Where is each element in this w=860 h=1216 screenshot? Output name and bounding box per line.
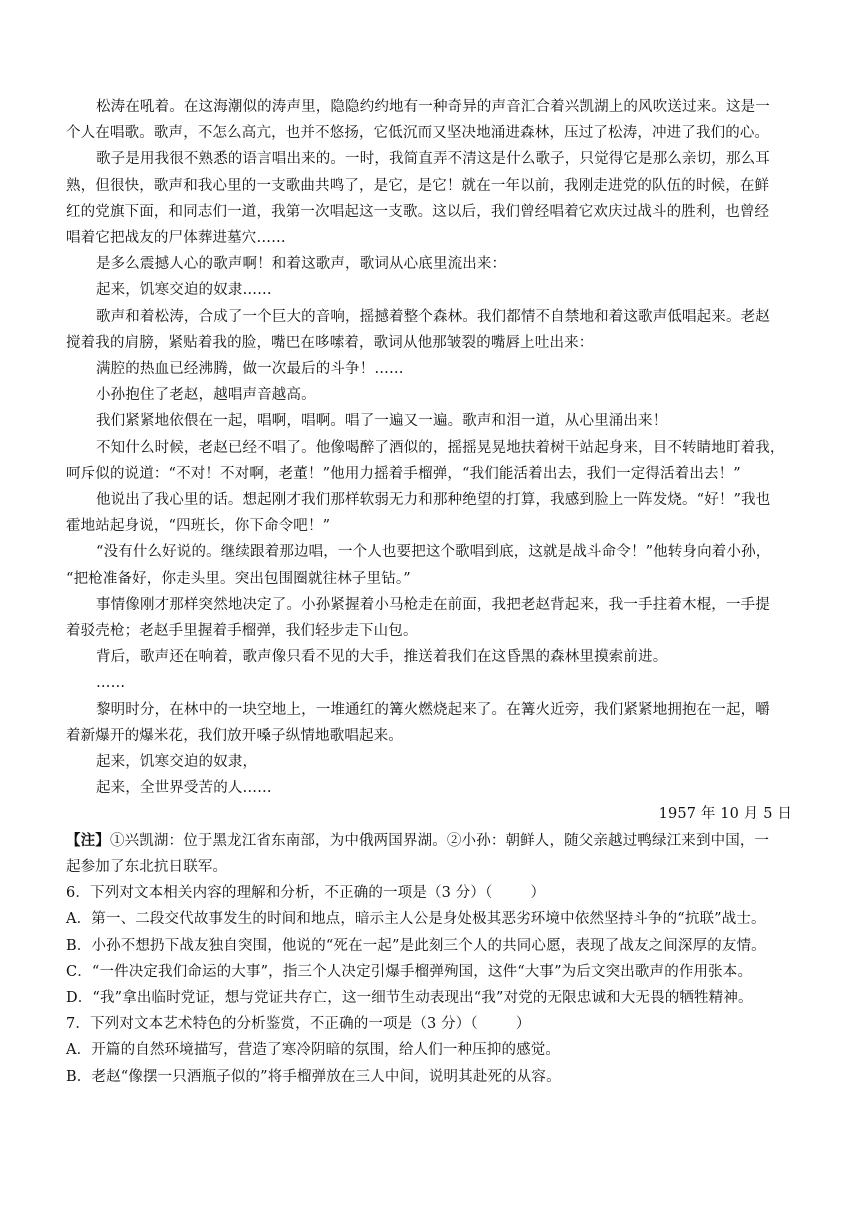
question-6 <box>66 880 794 1011</box>
paragraph-7: 小孙抱住了老赵，越唱声音越高。 <box>96 387 316 404</box>
text-line: 不知什么时候，老赵已经不唱了。他像喝醉了酒似的，摇摇晃晃地扶着树干站起身来，目不转睛地盯着我， <box>96 439 785 456</box>
text-line: “没有什么好说的。继续跟着那边唱，一个人也要把这个歌唱到底，这就是战斗命令！”他转身向着小孙， <box>96 544 771 561</box>
song-lyric-4: 起来，全世界受苦的人…… <box>96 780 272 797</box>
question-6-stem: 6．下列对文本相关内容的理解和分析，不正确的一项是（3 分）（ <box>66 885 493 902</box>
paragraph-1 <box>66 94 794 146</box>
song-lyric-3: 起来，饥寒交迫的奴隶， <box>96 754 258 771</box>
question-7-stem: 7．下列对文本艺术特色的分析鉴赏，不正确的一项是（3 分）（ <box>66 1016 478 1033</box>
text-line: 歌声和着松涛，合成了一个巨大的音响，摇撼着整个森林。我们都情不自禁地和着这歌声低唱起来。老赵 <box>96 308 770 325</box>
text-line: 个人在唱歌。歌声，不怎么高亢，也并不悠扬，它低沉而又坚决地涌进森林，压过了松涛，冲进了我们的心。 <box>66 125 770 142</box>
text-line: “把枪准备好，你走头里。突出包围圈就往林子里钻。” <box>66 570 411 587</box>
text-line: 唱着它把战友的尸体葬进墓穴…… <box>66 230 286 247</box>
text-line: 红的党旗下面，和同志们一道，我第一次唱起这一支歌。这以后，我们曾经唱着它欢庆过战斗的胜利，也曾经 <box>66 203 770 220</box>
paragraph-15 <box>66 697 794 749</box>
song-lyric-1: 起来，饥寒交迫的奴隶…… <box>96 282 272 299</box>
text-line: 霍地站起身说，“四班长，你下命令吧！” <box>66 518 331 535</box>
option-b: B．小孙不想扔下战友独自突围，他说的“死在一起”是此刻三个人的共同心愿，表现了战友之间深厚的友情。 <box>66 937 766 954</box>
text-line: 事情像刚才那样突然地决定了。小孙紧握着小马枪走在前面，我把老赵背起来，我一手拄着木棍，一手提 <box>96 596 770 613</box>
question-7-close: ） <box>515 1016 531 1033</box>
paragraph-9 <box>66 435 794 487</box>
paragraph-8: 我们紧紧地依偎在一起，唱啊，唱啊。唱了一遍又一遍。歌声和泪一道，从心里涌出来！ <box>96 413 668 430</box>
text-line: 松涛在吼着。在这海潮似的涛声里，隐隐约约地有一种奇异的声音汇合着兴凯湖上的风吹送过来。这是一 <box>96 99 770 115</box>
paragraph-12 <box>66 592 794 644</box>
note-line-2: 起参加了东北抗日联军。 <box>66 858 228 875</box>
story-date: 1957 年 10 月 5 日 <box>658 806 792 823</box>
question-stem <box>66 1011 794 1037</box>
option-a: A．开篇的自然环境描写，营造了寒冷阴暗的氛围，给人们一种压抑的感觉。 <box>66 1042 561 1059</box>
paragraph-13: 背后，歌声还在响着，歌声像只看不见的大手，推送着我们在这昏黑的森林里摸索前进。 <box>96 649 668 666</box>
text-line: 他说出了我心里的话。想起刚才我们那样软弱无力和那种绝望的打算，我感到脸上一阵发烧。“好！”我也 <box>96 492 771 509</box>
question-7 <box>66 1011 794 1090</box>
paragraph-3: 是多么震撼人心的歌声啊！和着这歌声，歌词从心底里流出来： <box>96 256 507 273</box>
option-b: B．老赵“像摆一只酒瓶子似的”将手榴弹放在三人中间，说明其赴死的从容。 <box>66 1068 561 1085</box>
option-d: D．“我”拿出临时党证，想与党证共存亡，这一细节生动表现出“我”对党的无限忠诚和大无畏的牺牲精神。 <box>66 989 753 1006</box>
text-line: 着驳壳枪；老赵手里握着手榴弹，我们轻步走下山包。 <box>66 623 418 640</box>
paragraph-2 <box>66 146 794 251</box>
text-line: 搅着我的肩膀，紧贴着我的脸，嘴巴在哆嗦着，歌词从他那皱裂的嘴唇上吐出来： <box>66 334 594 351</box>
text-line: 呵斥似的说道：“不对！不对啊，老董！”他用力摇着手榴弹，“我们能活着出去，我们一定得活着出去！” <box>66 465 741 482</box>
note-text: ①兴凯湖：位于黑龙江省东南部，为中俄两国界湖。②小孙：朝鲜人，随父亲越过鸭绿江来到中国，一 <box>109 832 770 849</box>
text-line: 着新爆开的爆米花，我们放开嗓子纵情地歌唱起来。 <box>66 727 403 744</box>
option-a: A．第一、二段交代故事发生的时间和地点，暗示主人公是身处极其恶劣环境中依然坚持斗争的“抗联”战士。 <box>66 911 766 928</box>
text-line: 熟，但很快，歌声和我心里的一支歌曲共鸣了，是它，是它！就在一年以前，我刚走进党的队伍的时候，在鲜 <box>66 177 770 194</box>
note-line-1 <box>66 828 794 854</box>
song-lyric-2: 满腔的热血已经沸腾，做一次最后的斗争！…… <box>96 361 404 378</box>
text-line: 黎明时分，在林中的一块空地上，一堆通红的篝火燃烧起来了。在篝火近旁，我们紧紧地拥抱在一起，嚼 <box>96 701 770 718</box>
annotation-note <box>66 828 794 880</box>
text-line: 歌子是用我很不熟悉的语言唱出来的。一时，我简直弄不清这是什么歌子，只觉得它是那么亲切，那么耳 <box>96 151 770 168</box>
question-stem <box>66 880 794 906</box>
option-c: C．“一件决定我们命运的大事”，指三个人决定引爆手榴弹殉国，这件“大事”为后文突出歌声的作用张本。 <box>66 963 753 980</box>
paragraph-5 <box>66 304 794 356</box>
paragraph-10 <box>66 487 794 539</box>
note-label: 【注】 <box>66 831 110 849</box>
paragraph-11 <box>66 539 794 591</box>
question-6-close: ） <box>530 885 546 902</box>
ellipsis-break: …… <box>96 675 126 692</box>
